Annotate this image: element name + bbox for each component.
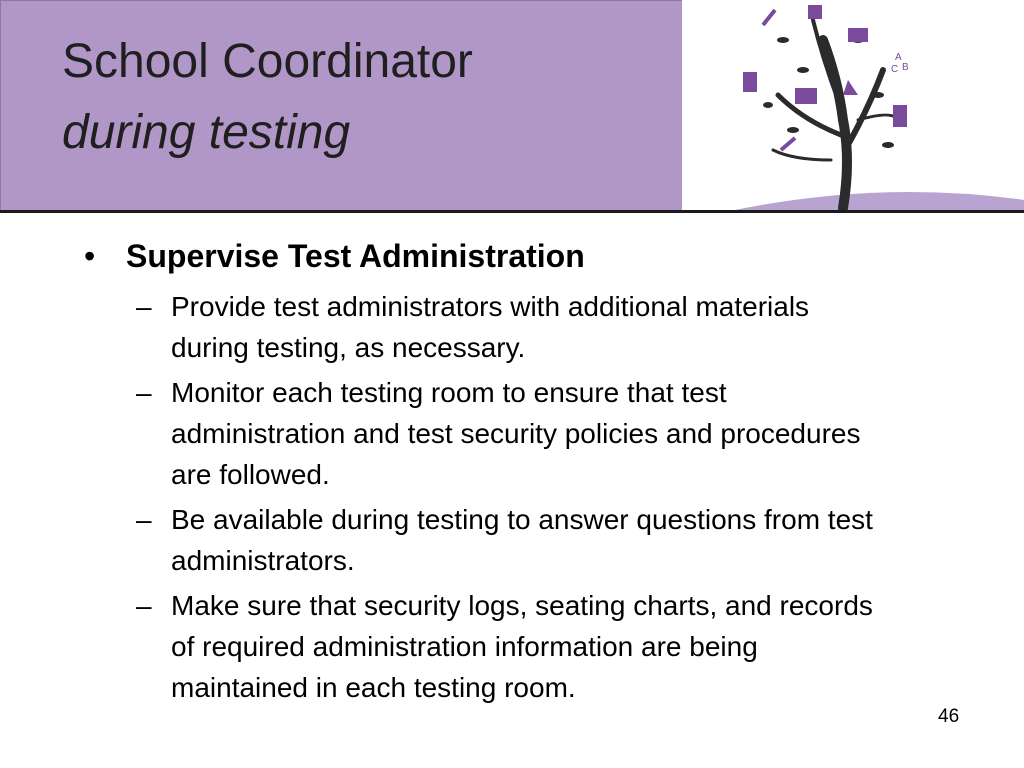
- notebook-icon: [893, 105, 907, 127]
- pencil-icon: [763, 10, 775, 25]
- leaf: [787, 127, 799, 133]
- sub-bullet-item: [84, 286, 881, 368]
- tree-branch-low: [773, 150, 831, 160]
- bullet-dot-icon: •: [84, 238, 96, 274]
- page-number: 46: [938, 706, 960, 727]
- dash-icon: –: [136, 504, 152, 535]
- book-icon: [743, 72, 757, 92]
- dash-icon: –: [136, 590, 152, 621]
- open-book-icon: [848, 28, 868, 42]
- abc-letter-c: C: [891, 64, 899, 75]
- sub-bullet-text: Be available during testing to answer questions from test administrators.: [171, 504, 873, 576]
- leaf: [763, 102, 773, 108]
- main-bullet-text: Supervise Test Administration: [126, 238, 585, 274]
- sub-bullet-text: Monitor each testing room to ensure that test administration and test security policies and procedures are followed.: [171, 377, 861, 490]
- pencil-note-icon: [808, 5, 822, 19]
- header-divider: [0, 210, 1024, 213]
- sub-bullet-item: [84, 372, 881, 495]
- slide-content: [84, 234, 984, 712]
- book-stack-icon: [795, 88, 817, 104]
- tree-icon: [683, 0, 1024, 210]
- leaf: [777, 37, 789, 43]
- main-bullet: [84, 234, 984, 278]
- dash-icon: –: [136, 377, 152, 408]
- sub-bullet-text: Make sure that security logs, seating charts, and records of required administration information are being maintained in each testing room.: [171, 590, 873, 703]
- abc-letter-b: B: [902, 62, 909, 73]
- abc-letter-a: A: [895, 52, 902, 63]
- sub-bullet-item: [84, 585, 881, 708]
- feather-icon: [781, 138, 795, 150]
- slide-title: School Coordinator: [62, 35, 473, 88]
- sub-bullet-text: Provide test administrators with additional materials during testing, as necessary.: [171, 291, 810, 363]
- leaf: [797, 67, 809, 73]
- dash-icon: –: [136, 291, 152, 322]
- sub-bullet-item: [84, 499, 881, 581]
- leaf: [882, 142, 894, 148]
- hill-shape: [735, 192, 1024, 210]
- tree-illustration: [683, 0, 1024, 210]
- slide-subtitle: during testing: [62, 106, 351, 159]
- tree-branch-right: [845, 70, 883, 150]
- leaf: [872, 92, 884, 98]
- cup-icon: [843, 80, 858, 95]
- sub-bullet-list: [84, 286, 984, 708]
